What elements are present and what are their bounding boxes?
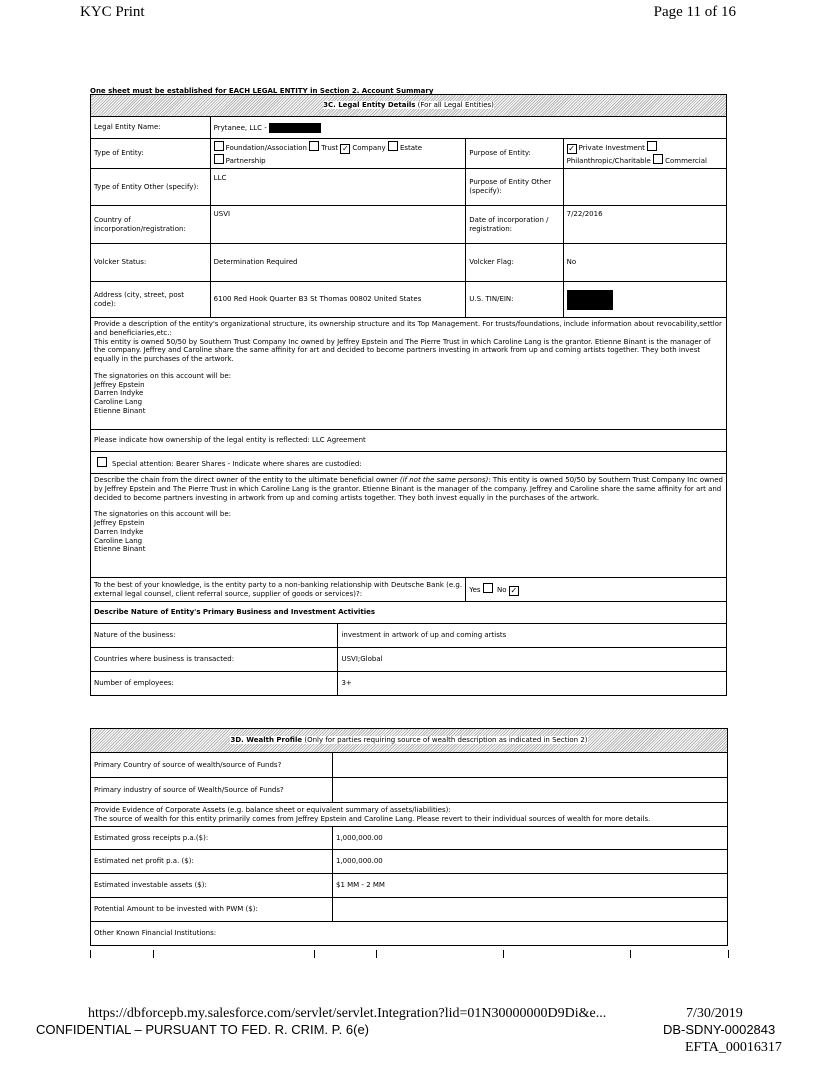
section-3c-title-cell — [91, 95, 727, 117]
structure-description-cell — [91, 318, 727, 430]
legal-entity-name-cell — [210, 117, 726, 139]
signatory-item: Etienne Binant — [94, 545, 146, 554]
signatories-heading: The signatories on this account will be: — [94, 510, 231, 519]
column-tick — [314, 950, 315, 958]
volcker-flag-label: Volcker Flag: — [466, 244, 563, 282]
structure-text: This entity is owned 50/50 by Southern Trust Company Inc owned by Jeffrey Epstein and The Pierre Trust in which Caroline Lang is the grantor. Etienne Binant is the manager of the company. Jeffrey and Caroline share the same affinity for art and decided to become partners investing in artwork from up and coming artists together. They both invest equally in the purchases of the artwork. — [94, 337, 711, 363]
legal-entity-name-label: Legal Entity Name: — [91, 117, 211, 139]
purpose-of-entity-options — [563, 139, 726, 169]
date-incorporation-label: Date of incorporation / registration: — [466, 206, 563, 244]
checkbox-checked-icon: ✓ — [568, 144, 575, 154]
signatory-item: Etienne Binant — [94, 406, 146, 415]
business-row-value: 3+ — [338, 672, 727, 696]
wealth-row-label: Potential Amount to be invested with PWM ($): — [91, 898, 333, 922]
print-header-title: KYC Print — [80, 4, 145, 20]
bearer-shares-label: Special attention: Bearer Shares - Indicate where shares are custodied: — [112, 459, 362, 468]
type-option-trust[interactable]: Trust — [309, 144, 338, 152]
purpose-other-value — [563, 169, 726, 206]
column-tick — [153, 950, 154, 958]
type-of-entity-label: Type of Entity: — [91, 139, 211, 169]
type-other-label: Type of Entity Other (specify): — [91, 169, 211, 206]
purpose-option-philanthropic[interactable]: Philanthropic/Charitable — [566, 157, 651, 166]
checkbox-icon — [388, 141, 398, 151]
corporate-assets-evidence-text: The source of wealth for this entity primarily comes from Jeffrey Epstein and Caroline Lang. Please revert to their individual sources of wealth for more details. — [94, 814, 651, 823]
business-row-value: investment in artwork of up and coming artists — [338, 624, 727, 648]
signatory-item: Caroline Lang — [94, 536, 143, 545]
legal-entity-note: One sheet must be established for EACH LEGAL ENTITY in Section 2. Account Summary — [90, 87, 434, 95]
footer-confidential: CONFIDENTIAL – PURSUANT TO FED. R. CRIM. P. 6(e) — [36, 1022, 370, 1037]
column-tick — [630, 950, 631, 958]
section-3c-title-suffix: (For all Legal Entities) — [415, 101, 494, 110]
corporate-assets-evidence-cell — [91, 803, 728, 827]
redaction-box — [269, 123, 321, 133]
wealth-row-label: Primary industry of source of Wealth/Source of Funds? — [91, 778, 333, 803]
print-header-page: Page 11 of 16 — [653, 4, 736, 20]
signatory-item: Jeffrey Epstein — [94, 380, 145, 389]
business-row-label: Countries where business is transacted: — [91, 648, 338, 672]
checkbox-icon[interactable] — [483, 583, 493, 593]
wealth-row-label: Primary Country of source of wealth/source of Funds? — [91, 753, 333, 778]
type-option-foundation[interactable]: Foundation/Association — [214, 144, 307, 152]
signatory-item: Jeffrey Epstein — [94, 519, 145, 527]
business-row-label: Nature of the business: — [91, 624, 338, 648]
type-other-value: LLC — [210, 169, 466, 206]
country-value: USVI — [210, 206, 466, 244]
footer-efta: EFTA_00016317 — [685, 1040, 782, 1055]
wealth-row-value: 1,000,000.00 — [333, 850, 728, 874]
checkbox-icon — [309, 141, 319, 151]
column-tick — [376, 950, 377, 958]
checkbox-icon[interactable] — [647, 141, 657, 151]
footer-date: 7/30/2019 — [686, 1006, 743, 1021]
checkbox-icon[interactable] — [97, 457, 107, 467]
footer-url: https://dbforcepb.my.salesforce.com/servlet/servlet.Integration?lid=01N30000000D9Di&e... — [88, 1006, 607, 1021]
ownership-chain-text: Describe the chain from the direct owner of the entity to the ultimate beneficial owner (if not the same persons): This entity is owned 50/50 by Southern Trust Company Inc owned by Jeffrey Epstein and The Pierre Trust in which Caroline Lang is the grantor. Etienne Binant is the manager of the company. Jeffrey and Caroline share the same affinity for art and decided to become partners investing in artwork from up and coming artists together. They both invest equally in the purchases of the artwork. — [94, 476, 723, 502]
business-row-value: USVI;Global — [338, 648, 727, 672]
signatories-heading: The signatories on this account will be: — [94, 371, 231, 380]
bearer-shares-row — [91, 452, 727, 474]
corporate-assets-evidence-label: Provide Evidence of Corporate Assets (e.g. balance sheet or equivalent summary of assets/liabilities): — [94, 805, 451, 814]
wealth-row-label: Estimated gross receipts p.a.($): — [91, 827, 333, 850]
business-heading: Describe Nature of Entity's Primary Business and Investment Activities — [91, 602, 727, 624]
section-3d-title: 3D. Wealth Profile — [230, 736, 303, 745]
address-value: 6100 Red Hook Quarter B3 St Thomas 00802 United States — [210, 282, 466, 318]
purpose-of-entity-label: Purpose of Entity: — [466, 139, 563, 169]
legal-entity-details-table — [90, 94, 727, 696]
tin-value-cell — [563, 282, 726, 318]
continued-table-edge — [90, 950, 729, 958]
ownership-reflected: Please indicate how ownership of the legal entity is reflected: LLC Agreement — [91, 430, 727, 452]
tin-label: U.S. TIN/EIN: — [466, 282, 563, 318]
checkbox-icon — [214, 141, 224, 151]
section-3d-title-suffix: (Only for parties requiring source of wealth description as indicated in Section 2) — [302, 736, 588, 745]
wealth-row-value — [333, 778, 728, 803]
db-relationship-answer: Yes No ✓ — [466, 578, 727, 602]
legal-entity-name-value: Prytanee, LLC - — [213, 123, 269, 132]
wealth-row-value — [333, 898, 728, 922]
type-option-company[interactable]: ✓ Company — [342, 144, 386, 154]
purpose-option-commercial[interactable]: Commercial — [653, 157, 707, 165]
other-financial-institutions-label: Other Known Financial Institutions: — [91, 922, 728, 946]
db-relationship-question: To the best of your knowledge, is the entity party to a non-banking relationship with Deutsche Bank (e.g. external legal counsel, client referral source, supplier of goods or services)?: — [91, 578, 466, 602]
date-incorporation-value: 7/22/2016 — [563, 206, 726, 244]
country-label: Country of incorporation/registration: — [91, 206, 211, 244]
type-option-estate[interactable]: Estate — [388, 144, 422, 152]
signatory-item: Darren Indyke — [94, 527, 144, 536]
volcker-status-label: Volcker Status: — [91, 244, 211, 282]
wealth-row-label: Estimated net profit p.a. ($): — [91, 850, 333, 874]
purpose-option-private-investment[interactable]: ✓ Private Investment — [568, 144, 645, 154]
volcker-flag-value: No — [563, 244, 726, 282]
wealth-row-label: Estimated investable assets ($): — [91, 874, 333, 898]
type-option-partnership[interactable]: Partnership — [214, 157, 266, 165]
wealth-profile-table — [90, 728, 728, 946]
signatory-item: Darren Indyke — [94, 389, 144, 398]
ownership-chain-cell — [91, 474, 727, 578]
checkbox-icon — [653, 154, 663, 164]
wealth-row-value — [333, 753, 728, 778]
section-3d-title-cell — [91, 729, 728, 753]
wealth-row-value: 1,000,000.00 — [333, 827, 728, 850]
type-of-entity-options — [210, 139, 466, 169]
volcker-status-value: Determination Required — [210, 244, 466, 282]
business-row-label: Number of employees: — [91, 672, 338, 696]
redaction-box — [567, 290, 613, 310]
purpose-other-label: Purpose of Entity Other (specify): — [466, 169, 563, 206]
address-label: Address (city, street, post code): — [91, 282, 211, 318]
checkbox-icon — [214, 154, 224, 164]
signatory-item: Caroline Lang — [94, 398, 143, 406]
column-tick — [503, 950, 504, 958]
structure-intro: Provide a description of the entity's organizational structure, its ownership structure and its Top Management. For trusts/foundations, include information about revocability,settlor and beneficiaries,etc.: — [94, 320, 722, 337]
checkbox-checked-icon[interactable]: ✓ — [510, 586, 518, 595]
checkbox-checked-icon: ✓ — [342, 144, 349, 154]
wealth-row-value: $1 MM - 2 MM — [333, 874, 728, 898]
footer-bates: DB-SDNY-0002843 — [663, 1022, 776, 1037]
section-3c-title: 3C. Legal Entity Details — [323, 101, 416, 110]
